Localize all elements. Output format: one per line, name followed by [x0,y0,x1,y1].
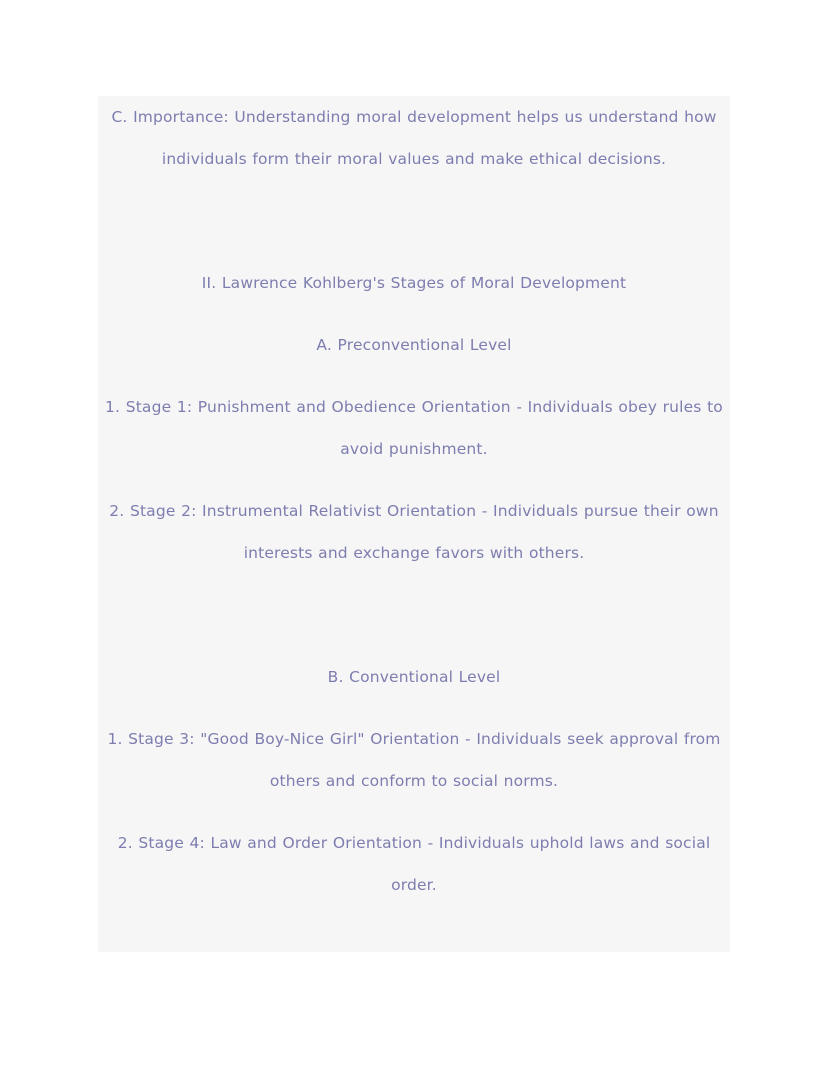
paragraph-spacer-1 [105,200,723,242]
paragraph-spacer-2 [105,594,723,636]
paragraph-stage-2: 2. Stage 2: Instrumental Relativist Orientation - Individuals pursue their own interests and exchange favors with others. [109,502,719,562]
paragraph-stage-1: 1. Stage 1: Punishment and Obedience Orientation - Individuals obey rules to avoid punishment. [105,398,723,458]
heading-section-ii: II. Lawrence Kohlberg's Stages of Moral Development [201,274,627,292]
heading-level-a: A. Preconventional Level [316,336,512,354]
paragraph-stage-4: 2. Stage 4: Law and Order Orientation - Individuals uphold laws and social order. [117,834,711,894]
heading-level-b: B. Conventional Level [327,668,501,686]
paragraph-importance: C. Importance: Understanding moral development helps us understand how individuals form their moral values and make ethical decisions. [111,108,717,168]
document-content-block [98,96,730,952]
paragraph-stage-3: 1. Stage 3: "Good Boy-Nice Girl" Orientation - Individuals seek approval from others and conform to social norms. [107,730,721,790]
